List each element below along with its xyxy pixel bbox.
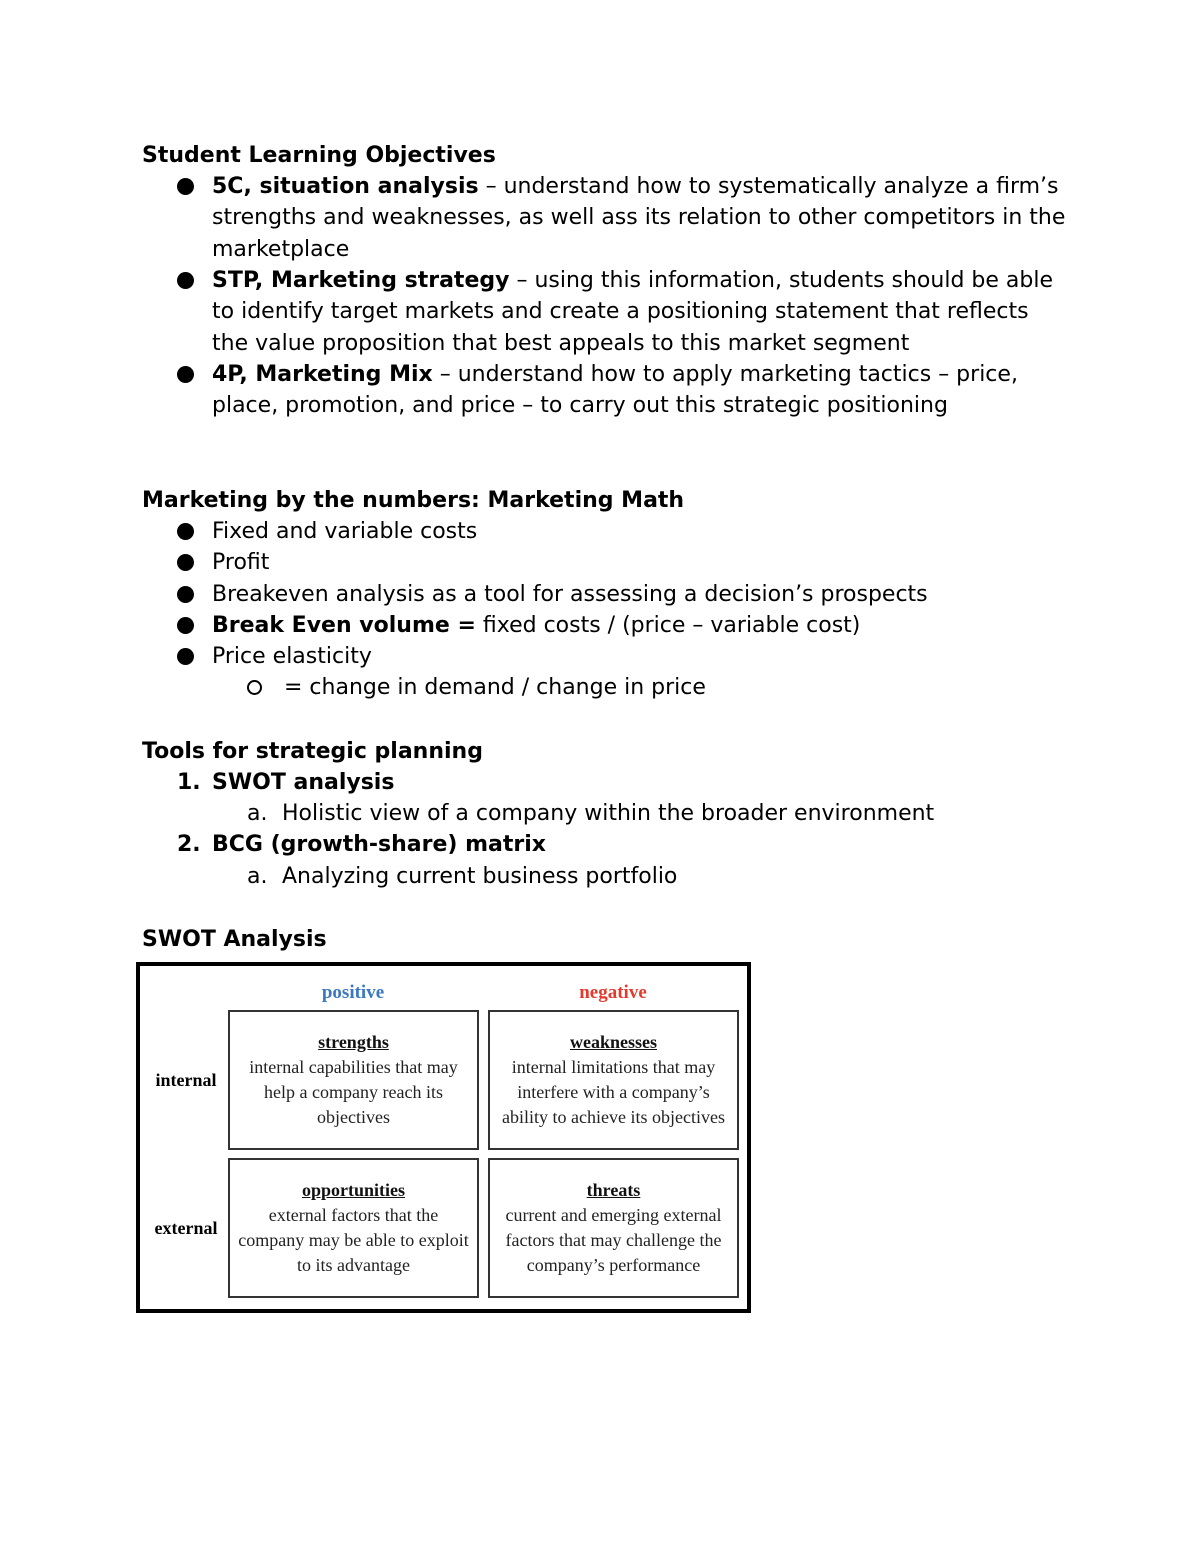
objective-desc: – understand how to apply marketing tactics – price, place, promotion, and price – to carry out this strategic positioning	[212, 362, 1018, 419]
objective-desc: – understand how to systematically analyze a firm’s strengths and weaknesses, as well ass its relation to other competitors in the marketplace	[212, 174, 1066, 262]
tool-sub-item	[247, 798, 934, 829]
breakeven-label: Break Even volume =	[212, 613, 476, 638]
opportunities-title: opportunities	[301, 1180, 406, 1200]
math-item-text: Breakeven analysis as a tool for assessing a decision’s prospects	[212, 582, 928, 607]
threats-desc: current and emerging external factors that may challenge the company’s performance	[505, 1205, 722, 1275]
tool-sub-letter: a.	[247, 801, 268, 826]
strengths-desc: internal capabilities that may help a company reach its objectives	[249, 1057, 458, 1127]
objective-item	[177, 265, 1067, 359]
internal-row-label: internal	[155, 1070, 217, 1090]
math-item	[177, 516, 1067, 547]
bullet-icon	[177, 178, 194, 195]
weaknesses-title: weaknesses	[569, 1032, 657, 1052]
tools-heading: Tools for strategic planning	[142, 739, 483, 764]
strengths-title: strengths	[318, 1032, 389, 1052]
tool-sub-text: Holistic view of a company within the broader environment	[282, 801, 935, 826]
negative-column-label: negative	[579, 982, 647, 1003]
tool-item	[177, 829, 546, 860]
bullet-icon	[177, 617, 194, 634]
objective-title: 4P, Marketing Mix	[212, 362, 433, 387]
external-row-label: external	[154, 1218, 218, 1238]
bullet-icon	[177, 586, 194, 603]
tool-label: BCG (growth-share) matrix	[212, 832, 546, 857]
bullet-icon	[177, 648, 194, 665]
positive-column-label: positive	[321, 982, 385, 1003]
threats-title: threats	[586, 1180, 641, 1200]
objective-title: 5C, situation analysis	[212, 174, 479, 199]
threats-cell	[488, 1158, 739, 1298]
math-item-text: Fixed and variable costs	[212, 519, 478, 544]
objectives-heading: Student Learning Objectives	[142, 143, 496, 168]
hollow-bullet-icon	[247, 680, 262, 695]
weaknesses-cell	[488, 1010, 739, 1150]
objective-desc: – using this information, students should be able to identify target markets and create a positioning statement that reflects the value proposition that best appeals to this market segment	[212, 268, 1053, 356]
opportunities-cell	[228, 1158, 479, 1298]
tool-sub-text: Analyzing current business portfolio	[282, 864, 678, 889]
math-item	[177, 547, 1067, 578]
weaknesses-desc: internal limitations that may interfere with a company’s ability to achieve its objectives	[502, 1057, 725, 1127]
math-item-text: Profit	[212, 550, 270, 575]
math-item	[177, 610, 1067, 641]
tool-sub-letter: a.	[247, 864, 268, 889]
tool-sub-item	[247, 861, 677, 892]
objective-item	[177, 359, 1067, 422]
bullet-icon	[177, 554, 194, 571]
math-item	[177, 641, 1067, 672]
tool-number: 1.	[177, 770, 201, 795]
objective-title: STP, Marketing strategy	[212, 268, 510, 293]
tool-label: SWOT analysis	[212, 770, 395, 795]
bullet-icon	[177, 366, 194, 383]
elasticity-formula: = change in demand / change in price	[284, 675, 706, 700]
swot-heading: SWOT Analysis	[142, 927, 327, 952]
swot-matrix	[136, 962, 751, 1313]
objective-item	[177, 171, 1067, 265]
math-heading: Marketing by the numbers: Marketing Math	[142, 488, 685, 513]
tool-item	[177, 767, 394, 798]
strengths-cell	[228, 1010, 479, 1150]
math-item	[177, 579, 1067, 610]
bullet-icon	[177, 523, 194, 540]
math-item-text: Price elasticity	[212, 644, 372, 669]
breakeven-formula: fixed costs / (price – variable cost)	[475, 613, 861, 638]
elasticity-sub-item	[247, 672, 706, 703]
opportunities-desc: external factors that the company may be able to exploit to its advantage	[238, 1205, 469, 1275]
bullet-icon	[177, 272, 194, 289]
tool-number: 2.	[177, 832, 201, 857]
